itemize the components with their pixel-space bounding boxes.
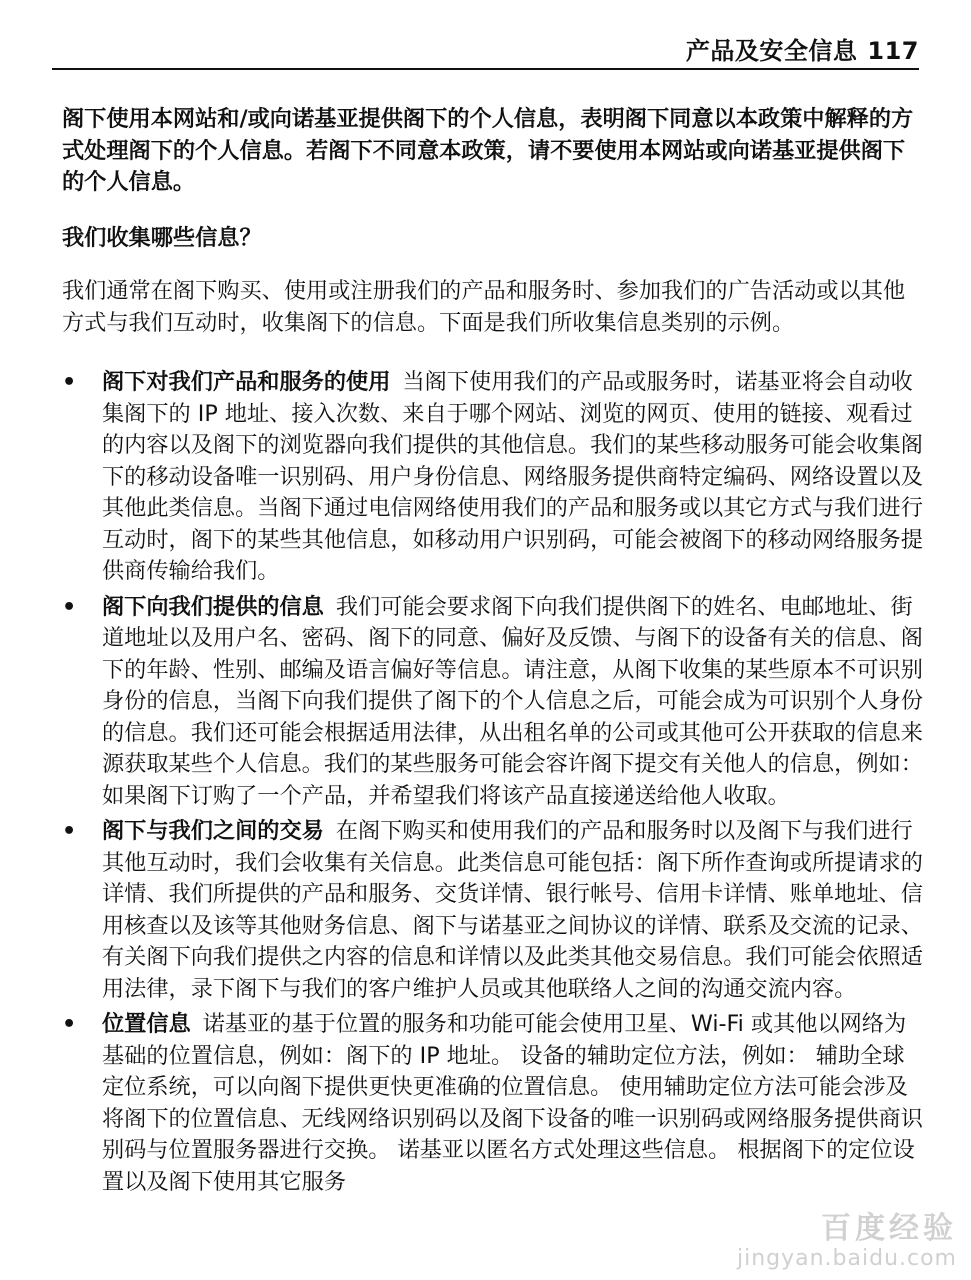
section-paragraph: 我们通常在阁下购买、使用或注册我们的产品和服务时、参加我们的广告活动或以其他方式与我们互动时，收集阁下的信息。下面是我们所收集信息类别的示例。	[62, 278, 906, 336]
watermark	[737, 1212, 957, 1272]
intro-paragraph: 阁下使用本网站和/或向诺基亚提供阁下的个人信息，表明阁下同意以本政策中解释的方式处理阁下的个人信息。若阁下不同意本政策，请不要使用本网站或向诺基亚提供阁下的个人信息。	[62, 106, 914, 195]
list-item	[62, 592, 924, 813]
bullet-text: 诺基亚的基于位置的服务和功能可能会使用卫星、Wi-Fi 或其他以网络为基础的位置信息，例如：阁下的 IP 地址。 设备的辅助定位方法，例如： 辅助全球定位系统，可以向阁下提供更快更准确的位置信息。 使用辅助定位方法可能会涉及将阁下的位置信息、无线网络识别码以及阁下设备的唯一识别码或网络服务提供商识别码与位置服务器进行交换。 诺基亚以匿名方式处理这些信息。 根据阁下的定位设置以及阁下使用其它服务	[102, 1011, 923, 1195]
bullet-icon: •	[62, 818, 77, 844]
page-body	[62, 104, 924, 1202]
list-item	[62, 367, 924, 588]
watermark-url: jingyan.baidu.com	[736, 1246, 957, 1271]
bullet-term: 阁下对我们产品和服务的使用	[102, 369, 391, 395]
bullet-icon: •	[62, 1011, 77, 1037]
watermark-text: 百度经验	[821, 1211, 957, 1246]
running-header	[686, 37, 919, 68]
page-header	[52, 34, 919, 70]
bullet-icon: •	[62, 593, 77, 620]
bullet-term: 阁下与我们之间的交易	[102, 818, 324, 844]
bullet-text: 在阁下购买和使用我们的产品和服务时以及阁下与我们进行其他互动时，我们会收集有关信息。此类信息可能包括：阁下所作查询或所提请求的详情、我们所提供的产品和服务、交货详情、银行帐号、信用卡详情、账单地址、信用核查以及该等其他财务信息、阁下与诺基亚之间协议的详情、联系及交流的记录、有关阁下向我们提供之内容的信息和详情以及此类其他交易信息。我们可能会依照适用法律，录下阁下与我们的客户维护人员或其他联络人之间的沟通交流内容。	[102, 818, 923, 1002]
list-item	[62, 816, 924, 1005]
bullet-list	[62, 367, 924, 1198]
bullet-text: 当阁下使用我们的产品或服务时，诺基亚将会自动收集阁下的 IP 地址、接入次数、来自于哪个网站、浏览的网页、使用的链接、观看过的内容以及阁下的浏览器向我们提供的其他信息。我们的某些移动服务可能会收集阁下的移动设备唯一识别码、用户身份信息、网络服务提供商特定编码、网络设置以及其他此类信息。当阁下通过电信网络使用我们的产品和服务或以其它方式与我们进行互动时，阁下的某些其他信息，如移动用户识别码，可能会被阁下的移动网络服务提供商传输给我们。	[102, 369, 923, 584]
bullet-term: 阁下向我们提供的信息	[102, 593, 324, 620]
bullet-term: 位置信息	[102, 1011, 191, 1037]
bullet-text: 我们可能会要求阁下向我们提供阁下的姓名、电邮地址、街道地址以及用户名、密码、阁下的同意、偏好及反馈、与阁下的设备有关的信息、阁下的年龄、性别、邮编及语言偏好等信息。请注意，从阁下收集的某些原本不可识别身份的信息，当阁下向我们提供了阁下的个人信息之后，可能会成为可识别个人身份的信息。我们还可能会根据适用法律，从出租名单的公司或其他可公开获取的信息来源获取某些个人信息。我们的某些服务可能会容许阁下提交有关他人的信息，例如：如果阁下订购了一个产品，并希望我们将该产品直接递送给他人收取。	[102, 593, 923, 809]
page-number: 117	[867, 37, 919, 65]
bullet-icon: •	[62, 369, 77, 395]
header-title: 产品及安全信息	[685, 37, 858, 65]
section-heading: 我们收集哪些信息？	[62, 224, 262, 251]
list-item	[62, 1009, 924, 1198]
